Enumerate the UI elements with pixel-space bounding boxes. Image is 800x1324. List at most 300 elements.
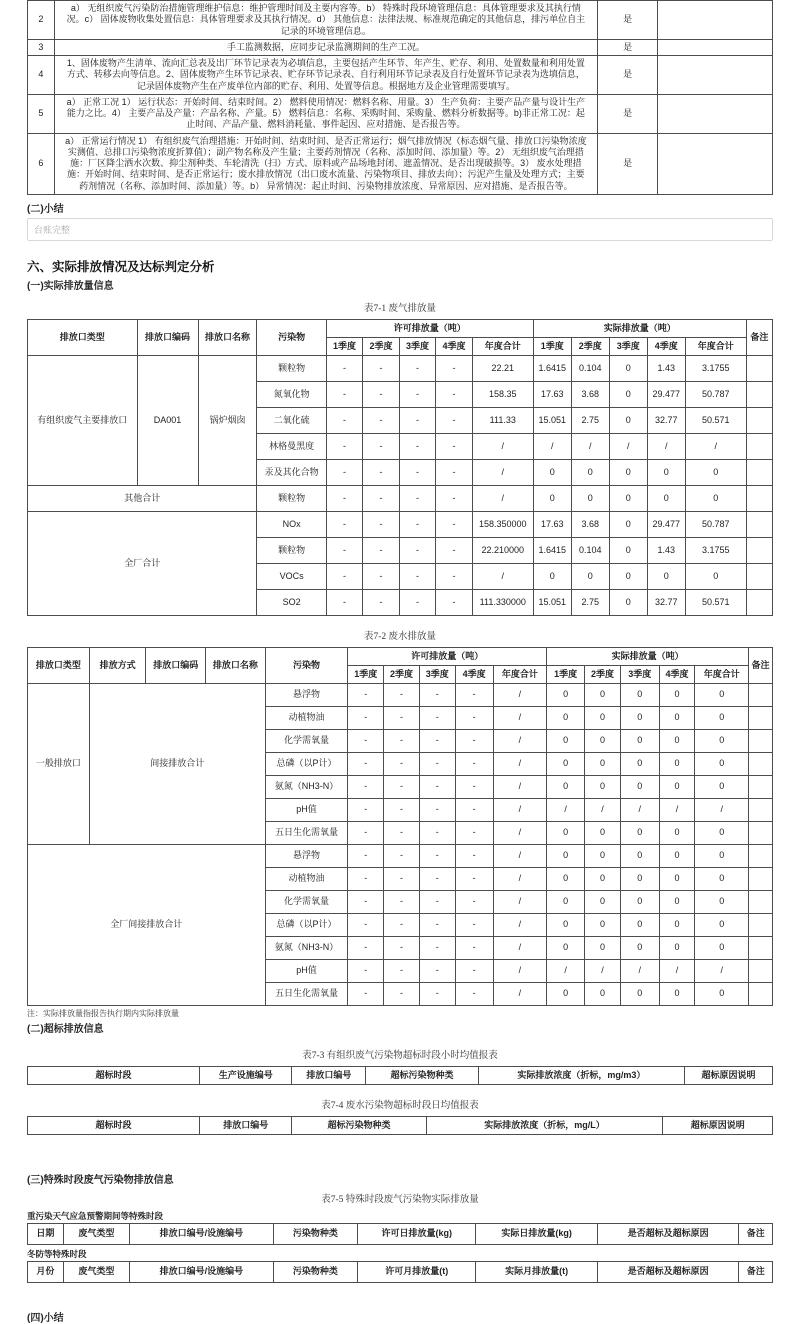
header-cell: 污染物 [265,647,348,683]
table-cell: 0 [547,706,585,729]
table-cell: 0 [659,867,695,890]
table-footnote: 注：实际排放量指报告执行期内实际排放量 [27,1008,179,1018]
table-7-2-wastewater-emissions [27,647,773,1006]
table-cell: 是 [597,1,657,40]
table-cell: - [363,407,400,433]
table-cell: 一般排放口 [28,683,90,844]
table-cell: 其他合计 [28,485,257,511]
table-cell: - [326,511,363,537]
table-cell: - [363,511,400,537]
table-cell: - [419,752,455,775]
table-cell: 0 [547,936,585,959]
table-cell: - [455,798,493,821]
header-cell: 排放口编码 [137,319,198,355]
table-cell: 15.051 [533,407,571,433]
table-row [28,39,773,55]
table-cell: 总磷（以P计） [265,913,348,936]
table-cell: - [384,798,420,821]
summary-2-heading: (二)小结 [27,203,64,215]
table-cell: - [399,459,436,485]
table-cell: - [419,867,455,890]
header-cell: 许可月排放量(t) [358,1261,476,1282]
table-cell: 1、固体废物产生清单、流向汇总表及出厂环节记录表为必填信息，主要包括产生环节、年产生、贮存、利用、处置数量和利用处置方式、转移去向等信息。2、固体废物产生环节记录表、贮存环节记录表、自行利用环节记录表及自行处置环节记录表为选填信息，记录固体废物产生在产废单位内部的贮存、利用、处置等信息。根据地方及企业管理需要填写。 [54,56,597,95]
table-7-5-monthly-special-period [27,1261,773,1283]
table-cell: 颗粒物 [257,355,326,381]
header-cell: 废气类型 [63,1261,129,1282]
table-cell: - [419,775,455,798]
table-cell: / [493,821,547,844]
table-cell: 0 [585,821,621,844]
table-cell: 0 [585,775,621,798]
table-cell: / [493,890,547,913]
table-cell: 0 [547,890,585,913]
table-cell: 22.21 [472,355,533,381]
table-cell: 0 [620,729,659,752]
header-cell: 实际排放浓度（折标，mg/m3） [478,1066,684,1084]
table-cell: - [419,890,455,913]
header-cell: 是否超标及超标原因 [597,1223,739,1244]
table-cell: - [419,982,455,1005]
table-cell: - [348,706,384,729]
table-cell [746,537,772,563]
header-cell: 超标时段 [28,1116,200,1134]
header-cell: 排放方式 [89,647,146,683]
header-cell: 实际排放浓度（折标，mg/L） [426,1116,663,1134]
table-cell: 0 [685,485,746,511]
table-cell: 0 [620,752,659,775]
table-cell: 0 [547,775,585,798]
table-cell: 0 [695,982,749,1005]
table-cell: 50.571 [685,589,746,615]
table-cell: 22.210000 [472,537,533,563]
header-cell: 许可排放量（吨） [326,319,533,337]
table-cell: - [455,844,493,867]
table-cell: 0 [620,867,659,890]
table-cell: 50.571 [685,407,746,433]
table-cell: - [399,589,436,615]
table-cell [749,775,773,798]
table-cell: - [384,982,420,1005]
table-cell: - [348,982,384,1005]
table-cell [749,844,773,867]
table-cell: - [455,936,493,959]
table-cell: 1.43 [647,355,685,381]
table-cell [746,433,772,459]
header-cell: 排放口编号 [200,1116,292,1134]
table-cell: - [399,407,436,433]
table-cell: - [384,844,420,867]
header-cell: 排放口编码 [146,647,206,683]
table-cell: - [363,537,400,563]
table-row [28,133,773,194]
table-cell: / [472,459,533,485]
header-cell: 4季度 [436,337,473,355]
table-cell: 0 [695,729,749,752]
table-cell: - [419,936,455,959]
table-cell: NOx [257,511,326,537]
table-cell: - [455,890,493,913]
header-cell: 超标污染物种类 [366,1066,478,1084]
table-cell: 50.787 [685,511,746,537]
table-cell: 颗粒物 [257,537,326,563]
table-cell: 0 [695,936,749,959]
table-cell [658,133,773,194]
table-cell: 0 [647,563,685,589]
table-row [28,844,773,867]
header-cell: 排放口名称 [206,647,266,683]
table-row [28,511,773,537]
header-cell: 备注 [739,1261,773,1282]
table-cell: 0 [585,982,621,1005]
header-cell: 超标原因说明 [685,1066,773,1084]
table-cell: 29.477 [647,511,685,537]
subsection-1-heading: (一)实际排放量信息 [27,280,114,292]
header-cell: 4季度 [659,665,695,683]
header-cell: 2季度 [571,337,609,355]
header-cell: 排放口类型 [28,319,138,355]
table-cell: 有组织废气主要排放口 [28,355,138,485]
table-cell: - [399,433,436,459]
table-cell: 悬浮物 [265,683,348,706]
table-row [28,1116,773,1134]
table-cell: - [436,355,473,381]
table-cell: - [419,913,455,936]
summary-2-text: 台账完整 [34,224,71,235]
table-cell [749,982,773,1005]
table-cell: - [348,729,384,752]
table-cell: - [348,890,384,913]
table-cell: 动植物油 [265,706,348,729]
table-cell: 0 [659,706,695,729]
table-cell: 0 [659,729,695,752]
table-cell: 0 [620,936,659,959]
header-cell: 1季度 [348,665,384,683]
table-cell: 0 [620,821,659,844]
table-cell: / [609,433,647,459]
table-cell: 32.77 [647,407,685,433]
table-cell: / [493,798,547,821]
table-cell: 4 [28,56,55,95]
header-cell: 4季度 [455,665,493,683]
table-cell: 0 [695,913,749,936]
header-cell: 3季度 [620,665,659,683]
table-cell: / [493,706,547,729]
table-cell [749,936,773,959]
table-7-5-daily-special-period [27,1223,773,1245]
table-cell: / [547,959,585,982]
table-cell: 0 [609,381,647,407]
table-cell: - [419,844,455,867]
table-cell [746,563,772,589]
table-cell: - [436,433,473,459]
table-cell: 158.350000 [472,511,533,537]
table-cell: - [384,752,420,775]
table-cell: 汞及其化合物 [257,459,326,485]
table-cell: 是 [597,94,657,133]
table-cell: 0 [695,683,749,706]
table-cell: - [348,844,384,867]
table-cell: 0 [620,683,659,706]
table-cell: - [384,890,420,913]
table-cell: - [363,485,400,511]
header-cell: 年度合计 [695,665,749,683]
table-cell: - [384,683,420,706]
table-row [28,485,773,511]
table-cell: - [326,459,363,485]
table-cell: 0 [571,563,609,589]
table-cell [658,94,773,133]
header-cell: 污染物种类 [273,1223,357,1244]
table-cell: 0 [533,563,571,589]
table-cell: 3 [28,39,55,55]
table-cell: / [659,798,695,821]
table-cell: / [659,959,695,982]
table-cell: 0 [585,867,621,890]
table-cell: 氮氧化物 [257,381,326,407]
table-row [28,1261,773,1282]
header-cell: 污染物 [257,319,326,355]
table-cell: 17.63 [533,511,571,537]
table-cell: - [436,407,473,433]
table-cell: 0 [547,867,585,890]
table-cell: 0 [533,459,571,485]
table-cell: - [419,959,455,982]
header-cell: 污染物种类 [273,1261,357,1282]
table-cell: 0 [547,752,585,775]
table-cell: 0 [585,706,621,729]
table-cell: / [472,485,533,511]
table-cell [749,706,773,729]
table-cell [746,589,772,615]
table-cell: 0 [695,752,749,775]
table-cell: / [620,798,659,821]
table-cell: - [419,683,455,706]
table-cell: - [348,798,384,821]
header-cell: 3季度 [399,337,436,355]
table-cell: / [695,959,749,982]
table-cell: 0 [585,729,621,752]
table-cell: - [455,959,493,982]
table-cell: / [493,913,547,936]
header-cell: 生产设施编号 [200,1066,292,1084]
table-cell: 手工监测数据，应同步记录监测期间的生产工况。 [54,39,597,55]
table-cell: 29.477 [647,381,685,407]
table-cell: / [647,433,685,459]
header-cell: 1季度 [533,337,571,355]
table-cell: 颗粒物 [257,485,326,511]
table-cell: 2.75 [571,407,609,433]
header-cell: 备注 [739,1223,773,1244]
table-cell: 3.68 [571,381,609,407]
table-row [28,1066,773,1084]
table-cell: 0 [585,890,621,913]
table-cell: - [326,563,363,589]
table-cell: - [348,959,384,982]
table-cell: / [533,433,571,459]
header-cell: 4季度 [647,337,685,355]
table-cell: 0 [547,913,585,936]
table-cell: - [348,867,384,890]
header-cell: 超标原因说明 [663,1116,773,1134]
table-cell: - [348,752,384,775]
subsection-2-heading: (二)超标排放信息 [27,1023,104,1035]
table-cell: 0 [695,844,749,867]
table-cell [746,511,772,537]
header-cell: 排放口编号 [292,1066,366,1084]
table-row [28,1223,773,1244]
table-cell: / [547,798,585,821]
table-cell [746,407,772,433]
table-cell: - [419,729,455,752]
table-cell: - [455,913,493,936]
table-cell: 32.77 [647,589,685,615]
table-row [28,683,773,706]
table-cell: - [348,683,384,706]
table-cell: 0 [659,775,695,798]
table-cell: - [436,563,473,589]
table-cell: 0 [647,485,685,511]
table-cell: - [436,511,473,537]
table-cell: 总磷（以P计） [265,752,348,775]
table-cell: 0 [585,752,621,775]
table-cell: pH值 [265,959,348,982]
table-cell: 全厂合计 [28,511,257,615]
table-cell: - [399,355,436,381]
table-cell: 化学需氧量 [265,890,348,913]
table-cell: 0 [585,913,621,936]
table-cell: 0 [620,982,659,1005]
table-cell: / [493,729,547,752]
table-cell [749,821,773,844]
table-cell [746,355,772,381]
table-cell: - [384,729,420,752]
table-cell: 111.33 [472,407,533,433]
header-cell: 超标时段 [28,1066,200,1084]
table-cell: 0.104 [571,355,609,381]
table-cell: - [363,589,400,615]
table-cell: - [399,537,436,563]
header-cell: 2季度 [384,665,420,683]
table-cell: 0 [585,936,621,959]
table-7-1-gas-emissions [27,319,773,616]
table-7-3-gas-exceedance [27,1066,773,1085]
header-cell: 备注 [746,319,772,355]
table-cell: - [419,798,455,821]
table-cell: / [620,959,659,982]
header-cell: 备注 [749,647,773,683]
table-cell: 二氧化硫 [257,407,326,433]
table-cell: / [695,798,749,821]
table-cell: - [348,775,384,798]
table-cell: / [472,433,533,459]
table-cell: - [455,706,493,729]
table-cell: 0 [647,459,685,485]
table-cell: 3.1755 [685,355,746,381]
table-cell: - [436,381,473,407]
table-cell: 0 [685,459,746,485]
table-cell: 1.6415 [533,537,571,563]
table-cell: - [363,381,400,407]
header-cell: 1季度 [326,337,363,355]
table-cell [658,56,773,95]
table-cell: / [472,563,533,589]
table-cell: 111.330000 [472,589,533,615]
table-cell: 6 [28,133,55,194]
table-cell: 0 [620,913,659,936]
table-cell: - [326,537,363,563]
table-cell: - [455,683,493,706]
summary-2-input[interactable] [27,218,773,241]
header-cell: 月份 [28,1261,64,1282]
table-cell: 0 [609,485,647,511]
header-cell: 排放口名称 [198,319,257,355]
table-cell: - [419,821,455,844]
table-cell: 2 [28,1,55,40]
header-cell: 1季度 [547,665,585,683]
table-cell: 0 [659,936,695,959]
table-cell [749,913,773,936]
table-cell: - [455,752,493,775]
table-cell [749,959,773,982]
table-cell: 3.68 [571,511,609,537]
table-cell: - [455,729,493,752]
table-cell: - [384,867,420,890]
table-cell: 0 [585,683,621,706]
table-cell: / [685,433,746,459]
table-cell: / [585,959,621,982]
table-cell: 是 [597,39,657,55]
table-cell: - [384,706,420,729]
subsection-4-heading: (四)小结 [27,1312,64,1324]
table-cell: - [384,959,420,982]
table-cell: 0 [695,775,749,798]
table-cell: 0 [620,844,659,867]
table-cell: - [326,381,363,407]
table-cell: 是 [597,56,657,95]
table-cell: - [363,433,400,459]
table-cell: - [419,706,455,729]
table-7-5-caption: 表7-5 特殊时段废气污染物实际排放量 [321,1194,479,1205]
table-cell: 5 [28,94,55,133]
table-cell [749,867,773,890]
table-cell: - [436,459,473,485]
header-cell: 3季度 [419,665,455,683]
table-cell: 0 [609,589,647,615]
table-cell: VOCs [257,563,326,589]
table-cell: 悬浮物 [265,844,348,867]
table-row [28,355,773,381]
table-cell: - [326,407,363,433]
table-cell: 锅炉烟囱 [198,355,257,485]
table-cell: - [326,355,363,381]
subsection-3-heading: (三)特殊时段废气污染物排放信息 [27,1174,174,1186]
header-cell: 年度合计 [472,337,533,355]
header-cell: 日期 [28,1223,64,1244]
table-cell: - [348,821,384,844]
table-cell: 林格曼黑度 [257,433,326,459]
table-cell: 是 [597,133,657,194]
header-cell: 实际日排放量(kg) [476,1223,597,1244]
table-cell: 2.75 [571,589,609,615]
table-cell: 0 [609,511,647,537]
table-cell: - [455,775,493,798]
table-cell: / [493,982,547,1005]
table-cell: 0 [547,729,585,752]
table-cell: 全厂间接排放合计 [28,844,266,1005]
table-cell: 50.787 [685,381,746,407]
table-cell: / [493,775,547,798]
table-cell: 0.104 [571,537,609,563]
